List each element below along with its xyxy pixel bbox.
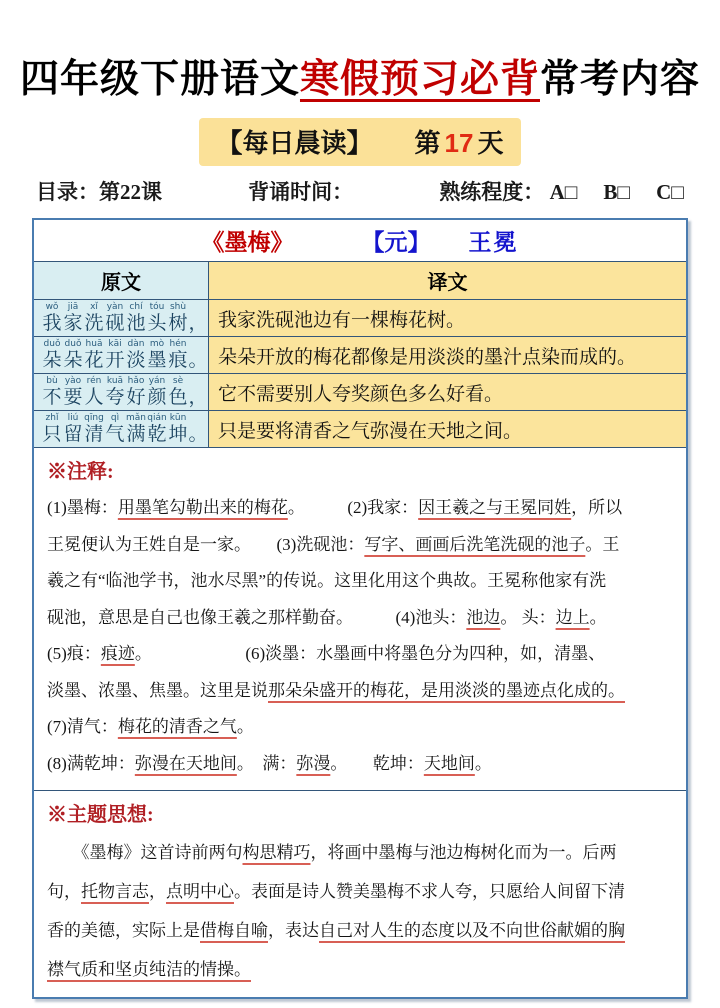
theme-line (47, 833, 673, 872)
hanzi: 开 (105, 349, 125, 371)
theme-answer: 托物言志 (81, 882, 149, 901)
poem-row-4 (34, 411, 686, 448)
pinyin: mò (149, 338, 165, 349)
column-header-original: 原文 (34, 262, 209, 299)
poem-line-translation: 它不需要别人夸奖颜色多么好看。 (209, 374, 686, 410)
note-answer: 因王羲之与王冕同姓 (418, 498, 572, 517)
theme-text: 句， (47, 882, 81, 901)
hanzi: 颜 (147, 386, 167, 408)
pinyin: kuā (106, 375, 124, 386)
hanzi: 头 (147, 312, 167, 334)
theme-line (47, 911, 673, 950)
hanzi: 人 (84, 386, 104, 408)
poem-punctuation: 。 (188, 350, 208, 371)
badge-row (0, 118, 720, 166)
hanzi: 砚 (105, 312, 125, 334)
theme-answer: 襟气质和坚贞纯洁的情操。 (47, 960, 251, 979)
badge-day-prefix: 第 (414, 129, 441, 158)
poem-char (42, 413, 63, 446)
note-text: 。 (474, 753, 492, 773)
poem-char (168, 376, 189, 409)
pinyin: yán (148, 375, 166, 386)
poem-line-original (34, 300, 209, 336)
note-text: 淡墨、浓墨、焦墨。这里是说 (47, 680, 268, 700)
pinyin: qīng (84, 412, 104, 423)
theme-heading: ※主题思想: (47, 804, 154, 826)
pinyin: zhǐ (45, 412, 59, 423)
hanzi: 墨 (147, 349, 167, 371)
hanzi: 花 (84, 349, 104, 371)
daily-reading-badge (199, 118, 522, 166)
theme-text: 。表面是诗人赞美墨梅不求人夸，只愿给人间留下清 (234, 882, 625, 901)
pinyin: shù (169, 301, 187, 312)
poem-line-original (34, 411, 209, 447)
catalog-label: 目录：第22课 (36, 180, 162, 204)
poem-char (126, 413, 147, 446)
pinyin: sè (172, 375, 184, 386)
hanzi: 洗 (84, 312, 104, 334)
poem-line-original (34, 337, 209, 373)
hanzi: 淡 (126, 349, 146, 371)
pinyin: wǒ (45, 301, 59, 312)
poem-char (42, 376, 63, 409)
note-line (47, 600, 673, 637)
info-row (36, 176, 684, 206)
pinyin: qì (110, 412, 120, 423)
hanzi: 朵 (63, 349, 83, 371)
hanzi: 坤 (168, 423, 188, 445)
note-text: 王冕便认为王姓自是一家。 (3)洗砚池： (47, 534, 365, 554)
poem-title: 《墨梅》 (201, 230, 294, 255)
column-header-translation: 译文 (209, 262, 686, 299)
pinyin: liú (67, 412, 79, 423)
hanzi: 留 (63, 423, 83, 445)
notes-body (47, 490, 673, 782)
note-text: 。 乾坤： (330, 753, 424, 773)
pinyin: dàn (127, 338, 145, 349)
theme-line (47, 950, 673, 989)
note-text: 砚池，意思是自己也像王羲之那样勤奋。 (4)池头： (47, 607, 467, 627)
note-answer: 梅花的清香之气 (117, 717, 237, 736)
pinyin: xǐ (90, 301, 98, 312)
pinyin: duǒ (43, 338, 61, 349)
poem-char (126, 376, 147, 409)
pinyin: tóu (149, 301, 165, 312)
poem-char (84, 302, 105, 335)
note-answer: 用墨笔勾勒出来的梅花 (117, 498, 288, 517)
theme-text: ，将画中墨梅与池边梅树化而为一。后两 (310, 843, 617, 862)
poem-author: 王冕 (468, 230, 519, 255)
note-text: (1)墨梅： (47, 498, 118, 517)
poem-char (84, 339, 105, 372)
poem-line-translation: 朵朵开放的梅花都像是用淡淡的墨汁点染而成的。 (209, 337, 686, 373)
theme-answer: 借梅自喻 (200, 921, 268, 940)
notes-heading: ※注释: (47, 461, 114, 483)
note-text: 。 (6)淡墨：水墨画中将墨色分为四种，如，清墨、 (134, 644, 606, 663)
page-title (0, 48, 720, 104)
poem-char (147, 302, 168, 335)
note-text: 。 (589, 607, 607, 627)
note-text: 。 (2)我家： (287, 498, 419, 517)
note-text: ，所以 (571, 498, 623, 517)
hanzi: 气 (105, 423, 125, 445)
note-line (47, 673, 673, 710)
hanzi: 只 (42, 423, 62, 445)
notes-section (34, 448, 686, 790)
note-line (47, 563, 673, 600)
hanzi: 要 (63, 386, 83, 408)
poem-char (105, 376, 126, 409)
note-text: 羲之有“临池学书，池水尽黑”的传说。这里化用这个典故。王冕称他家有洗 (47, 571, 607, 590)
poem-char (63, 413, 84, 446)
poem-line-translation: 我家洗砚池边有一棵梅花树。 (209, 300, 686, 336)
note-answer: 那朵朵盛开的梅花，是用淡淡的墨迹点化成的。 (268, 680, 625, 700)
hanzi: 色 (168, 386, 188, 408)
poem-char (63, 339, 84, 372)
theme-section (34, 790, 686, 997)
hanzi: 不 (42, 386, 62, 408)
note-line (47, 636, 673, 673)
note-text: 。 (236, 717, 254, 736)
title-text: 常考内容 (540, 58, 701, 101)
poem-char (147, 339, 168, 372)
note-line (47, 490, 673, 527)
note-line (47, 709, 673, 746)
note-answer: 池边 (466, 607, 501, 627)
poem-char (63, 376, 84, 409)
theme-text: 《墨梅》这首诗前两句 (47, 843, 243, 862)
poem-char (63, 302, 84, 335)
poem-char (168, 339, 189, 372)
poem-char (147, 413, 168, 446)
badge-prefix: 【每日晨读】 (216, 129, 373, 158)
poem-dynasty: 【元】 (361, 230, 431, 255)
hanzi: 乾 (147, 423, 167, 445)
note-answer: 写字、画画后洗笔洗砚的池子 (364, 534, 586, 554)
note-text: 。 满： (236, 753, 297, 773)
hanzi: 池 (126, 312, 146, 334)
pinyin: hén (169, 338, 187, 349)
pinyin: hǎo (127, 375, 145, 386)
theme-answer: 构思精巧 (242, 843, 311, 862)
note-answer: 痕迹 (100, 644, 135, 663)
pinyin: bù (46, 375, 58, 386)
poem-line-translation: 只是要将清香之气弥漫在天地之间。 (209, 411, 686, 447)
poem-row-1 (34, 300, 686, 337)
hanzi: 树 (168, 312, 188, 334)
hanzi: 清 (84, 423, 104, 445)
pinyin: yàn (106, 301, 124, 312)
poem-char (168, 413, 189, 446)
badge-day-number: 17 (444, 128, 474, 158)
proficiency-checkbox-b[interactable]: B□ (603, 180, 631, 204)
poem-char (168, 302, 189, 335)
note-answer: 天地间 (423, 753, 475, 773)
recite-time-label: 背诵时间： (248, 180, 354, 204)
pinyin: chí (129, 301, 143, 312)
poem-char (42, 339, 63, 372)
proficiency-label: 熟练程度： (439, 180, 545, 204)
pinyin: mǎn (126, 412, 146, 423)
poem-char (147, 376, 168, 409)
pinyin: kūn (169, 412, 187, 423)
hanzi: 夸 (105, 386, 125, 408)
content-box (32, 218, 688, 999)
poem-row-2 (34, 337, 686, 374)
title-highlight: 寒假预习必背 (299, 58, 540, 101)
poem-char (105, 413, 126, 446)
theme-text: ， (149, 882, 166, 901)
theme-body (47, 833, 673, 989)
poem-row-3 (34, 374, 686, 411)
proficiency-group (439, 176, 684, 206)
pinyin: jiā (67, 301, 79, 312)
poem-line-original (34, 374, 209, 410)
hanzi: 朵 (42, 349, 62, 371)
theme-answer: 自己对人生的态度以及不向世俗献媚的胸 (319, 921, 625, 940)
theme-text: 香的美德，实际上是 (47, 921, 200, 940)
pinyin: kāi (108, 338, 122, 349)
poem-char (105, 339, 126, 372)
pinyin: duǒ (64, 338, 82, 349)
hanzi: 痕 (168, 349, 188, 371)
poem-char (42, 302, 63, 335)
poem-title-row (34, 220, 686, 262)
poem-punctuation: 。 (188, 424, 208, 445)
poem-char (84, 376, 105, 409)
note-answer: 边上 (555, 607, 590, 627)
poem-punctuation: ， (188, 313, 208, 334)
badge-day (415, 129, 504, 158)
pinyin: yào (64, 375, 82, 386)
proficiency-checkbox-c[interactable]: C□ (656, 180, 684, 204)
note-answer: 弥漫 (296, 753, 331, 773)
hanzi: 满 (126, 423, 146, 445)
note-line (47, 746, 673, 783)
poem-char (105, 302, 126, 335)
note-line (47, 527, 673, 564)
poem-punctuation: ， (188, 387, 208, 408)
proficiency-checkboxes (550, 180, 684, 205)
note-answer: 弥漫在天地间 (134, 753, 237, 773)
badge-day-suffix: 天 (477, 129, 504, 158)
note-text: (5)痕： (47, 644, 101, 663)
hanzi: 家 (63, 312, 83, 334)
theme-answer: 点明中心 (166, 882, 234, 901)
hanzi: 好 (126, 386, 146, 408)
note-text: (7)清气： (47, 717, 118, 736)
pinyin: rén (86, 375, 102, 386)
poem-char (84, 413, 105, 446)
note-text: (8)满乾坤： (47, 753, 135, 773)
hanzi: 我 (42, 312, 62, 334)
poem-char (126, 339, 147, 372)
poem-char (126, 302, 147, 335)
proficiency-checkbox-a[interactable]: A□ (549, 180, 578, 204)
note-text: 。王 (585, 534, 620, 554)
pinyin: qián (147, 412, 167, 423)
note-text: 。 头： (500, 607, 556, 627)
pinyin: huā (85, 338, 103, 349)
theme-line (47, 872, 673, 911)
title-text: 四年级下册语文 (19, 58, 300, 101)
table-header-row (34, 262, 686, 300)
theme-text: ，表达 (268, 921, 319, 940)
